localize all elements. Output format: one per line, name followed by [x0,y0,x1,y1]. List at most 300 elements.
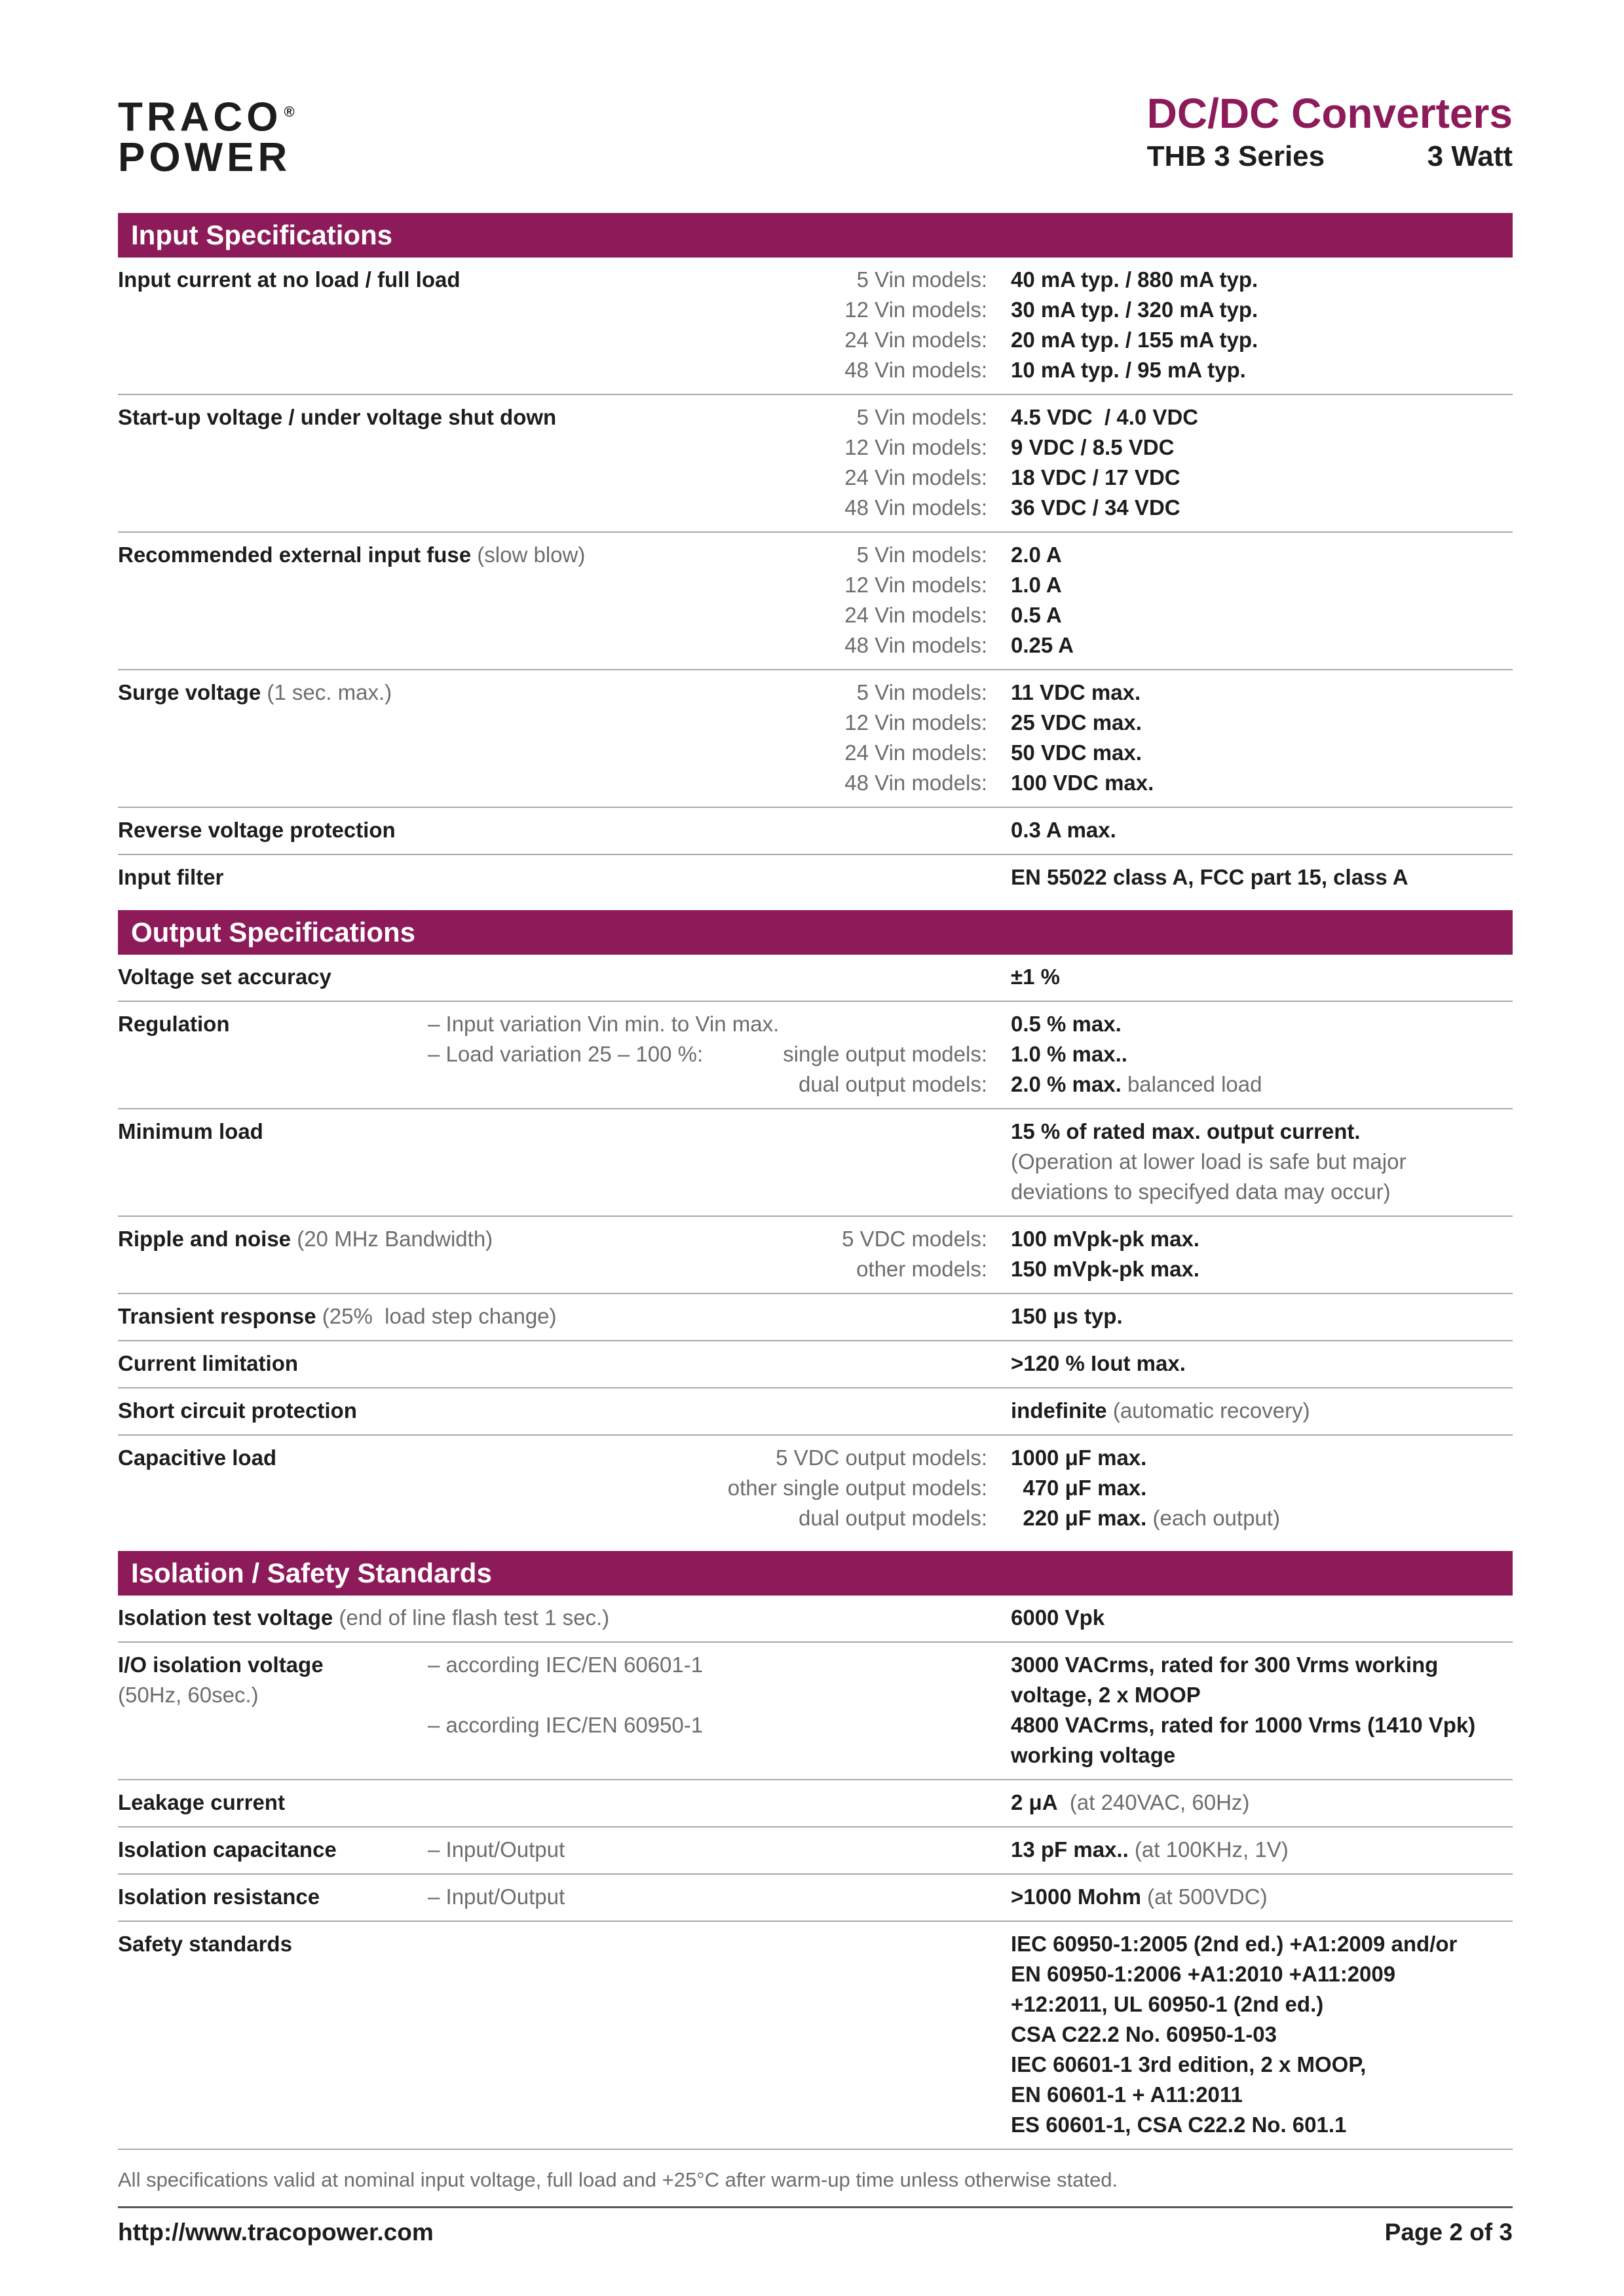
condition-cell [428,630,1011,660]
registered-trademark-icon: ® [284,104,295,120]
condition-cell [428,1254,1011,1284]
value-note: (each output) [1146,1505,1280,1530]
condition-cell [428,708,1011,738]
spec-row [118,1002,1513,1109]
row-lines [428,1603,1513,1633]
value-cell [1011,708,1513,738]
row-lines [428,962,1513,992]
condition-cell [428,678,1011,708]
value-text: 6000 Vpk [1011,1605,1105,1630]
spec-line [428,1788,1513,1818]
value-text: 1.0 A [1011,572,1062,597]
param-cell [118,1117,428,1207]
value-note: (automatic recovery) [1106,1398,1310,1423]
value-cell [1011,2019,1513,2050]
condition-cell [428,815,1011,845]
param-cell [118,1443,428,1533]
param-cell [118,402,557,523]
row-lines [428,1882,1513,1912]
value-text: 100 mVpk-pk max. [1011,1226,1199,1251]
row-lines [428,1224,1513,1284]
condition-cell [428,1473,1011,1503]
logo-word-power: POWER [118,134,292,180]
model-label: 5 Vin models: [856,679,987,704]
row-lines [428,1835,1513,1865]
value-cell [1011,1710,1513,1740]
value-cell [1011,1254,1513,1284]
condition-cell [428,1959,1011,1989]
spec-line [428,355,1513,385]
param-cell [118,1835,428,1865]
spec-line [428,1882,1513,1912]
value-text: EN 60950-1:2006 +A1:2010 +A11:2009 [1011,1961,1396,1986]
value-text: 220 μF max. [1011,1505,1147,1530]
row-lines [428,1788,1513,1818]
row-lines [428,1349,1513,1379]
param-text: Minimum load [118,1119,263,1143]
doc-subtitle [1147,140,1513,173]
condition-cell [428,1009,1011,1039]
spec-row [118,258,1513,395]
value-text: 470 μF max. [1011,1475,1147,1500]
condition-cell [428,1882,1011,1912]
condition-cell [428,355,1011,385]
value-note: (Operation at lower load is safe but major [1011,1149,1407,1174]
row-lines [428,862,1513,892]
param-text: Input filter [118,864,224,889]
value-note: balanced load [1121,1071,1262,1096]
value-text: 2 μA [1011,1789,1058,1814]
spec-row [118,808,1513,855]
param-note: (1 sec. max.) [261,679,392,704]
param-cell [118,1882,428,1912]
value-cell [1011,738,1513,768]
condition-cell [428,962,1011,992]
value-text: indefinite [1011,1398,1107,1423]
value-text: 25 VDC max. [1011,710,1142,735]
param-line [118,1009,428,1039]
value-text: 0.5 % max. [1011,1011,1122,1036]
spec-line [428,1224,1513,1254]
model-label: dual output models: [798,1071,987,1096]
condition-cell [428,265,1011,295]
param-text: Current limitation [118,1350,299,1375]
spec-line [428,600,1513,630]
condition-cell [428,1680,1011,1710]
value-cell [1011,295,1513,325]
value-cell [1011,1224,1513,1254]
param-text: Recommended external input fuse [118,542,472,567]
spec-line [428,1473,1513,1503]
value-cell [1011,402,1513,432]
param-cell [118,962,428,992]
value-cell [1011,265,1513,295]
param-line [118,1929,428,1959]
param-cell [118,265,461,385]
condition-cell [428,1147,1011,1177]
spec-line [428,1301,1513,1331]
value-note: (at 240VAC, 60Hz) [1057,1789,1250,1814]
row-lines [428,402,1513,523]
value-cell [1011,768,1513,798]
value-text: 20 mA typ. / 155 mA typ. [1011,327,1258,352]
spec-line [428,1710,1513,1740]
value-cell [1011,1882,1513,1912]
spec-line [428,1503,1513,1533]
row-lines [428,1929,1513,2140]
value-text: 2.0 A [1011,542,1062,567]
condition-cell [428,540,1011,570]
spec-line [428,1117,1513,1147]
value-text: 10 mA typ. / 95 mA typ. [1011,357,1246,382]
condition-cell [428,1069,1011,1100]
spec-line [428,1396,1513,1426]
value-text: ES 60601-1, CSA C22.2 No. 601.1 [1011,2112,1347,2137]
value-cell [1011,678,1513,708]
value-text: 0.3 A max. [1011,817,1116,842]
param-text: Surge voltage [118,679,261,704]
condition-cell [428,1989,1011,2019]
param-cell [118,1929,428,2140]
param-text: I/O isolation voltage [118,1652,324,1677]
value-cell [1011,1959,1513,1989]
value-cell [1011,1929,1513,1959]
spec-line [428,630,1513,660]
value-cell [1011,2110,1513,2140]
value-text: voltage, 2 x MOOP [1011,1682,1201,1707]
spec-row [118,1875,1513,1922]
spec-line [428,325,1513,355]
section-header: Isolation / Safety Standards [118,1551,1513,1596]
spec-line [428,1177,1513,1207]
condition-cell [428,1396,1011,1426]
value-cell [1011,1650,1513,1680]
value-cell [1011,1989,1513,2019]
spec-line [428,1603,1513,1633]
value-text: 2.0 % max. [1011,1071,1122,1096]
param-line [118,1117,428,1147]
logo-word-traco: TRACO ® [118,94,295,140]
value-cell [1011,463,1513,493]
condition-cell [428,402,1011,432]
value-cell [1011,355,1513,385]
condition-cell [428,1740,1011,1770]
spec-line [428,1650,1513,1680]
param-text: Input current at no load / full load [118,267,461,292]
value-text: 1.0 % max.. [1011,1041,1127,1066]
value-text: 36 VDC / 34 VDC [1011,495,1180,520]
param-text: Isolation resistance [118,1884,320,1909]
spec-line [428,2080,1513,2110]
spec-row [118,670,1513,808]
value-cell [1011,1147,1513,1177]
value-cell [1011,815,1513,845]
value-text: EN 55022 class A, FCC part 15, class A [1011,864,1408,889]
param-note: (50Hz, 60sec.) [118,1682,259,1707]
row-lines [428,1396,1513,1426]
spec-line [428,1989,1513,2019]
spec-line [428,1443,1513,1473]
param-text: Reverse voltage protection [118,817,396,842]
spec-row [118,955,1513,1002]
value-text: 18 VDC / 17 VDC [1011,465,1180,489]
condition-cell [428,2050,1011,2080]
spec-line [428,862,1513,892]
value-text: 30 mA typ. / 320 mA typ. [1011,297,1258,322]
spec-row [118,1827,1513,1875]
param-cell [118,1349,428,1379]
value-text: 4800 VACrms, rated for 1000 Vrms (1410 Vpk) [1011,1712,1476,1737]
page-footer [118,2206,1513,2246]
condition-cell [428,432,1011,463]
spec-row [118,395,1513,533]
value-text: 100 VDC max. [1011,770,1154,795]
value-text: 0.5 A [1011,602,1062,627]
value-text: EN 60601-1 + A11:2011 [1011,2082,1243,2107]
spec-line [428,493,1513,523]
value-cell [1011,2050,1513,2080]
spec-line [428,708,1513,738]
row-lines [428,1117,1513,1207]
value-cell [1011,540,1513,570]
param-text: Ripple and noise [118,1226,292,1251]
value-cell [1011,1039,1513,1069]
condition-cell [428,1650,1011,1680]
value-cell [1011,1177,1513,1207]
param-cell [118,1301,557,1331]
model-label: 24 Vin models: [844,465,987,489]
section-header: Input Specifications [118,213,1513,258]
footer-url[interactable]: http://www.tracopower.com [118,2218,434,2246]
value-text: 0.25 A [1011,632,1074,657]
spec-line [428,1069,1513,1100]
param-line [118,962,428,992]
condition-cell [428,570,1011,600]
spec-line [428,1147,1513,1177]
model-label: 24 Vin models: [844,327,987,352]
condition-cell [428,1788,1011,1818]
value-text: 3000 VACrms, rated for 300 Vrms working [1011,1652,1439,1677]
model-label: 5 Vin models: [856,267,987,292]
model-label: 5 Vin models: [856,404,987,429]
value-cell [1011,1069,1513,1100]
spec-section [118,910,1513,1542]
condition-label: – Input/Output [428,1837,565,1862]
param-cell [118,1650,428,1770]
param-line [118,1680,428,1710]
value-cell [1011,493,1513,523]
param-line [118,1882,428,1912]
param-text: Start-up voltage / under voltage shut down [118,404,557,429]
value-cell [1011,1009,1513,1039]
param-line [118,402,557,432]
param-line [118,540,586,570]
param-cell [118,1009,428,1100]
model-label: 24 Vin models: [844,740,987,765]
condition-cell [428,862,1011,892]
param-cell [118,1603,610,1633]
value-cell [1011,1680,1513,1710]
page-number: Page 2 of 3 [1384,2218,1513,2246]
param-text: Capacitive load [118,1445,277,1470]
spec-row [118,1217,1513,1294]
spec-line [428,2019,1513,2050]
model-label: 5 VDC output models: [776,1445,987,1470]
condition-cell [428,463,1011,493]
spec-line [428,815,1513,845]
row-lines [428,1443,1513,1533]
condition-cell [428,1929,1011,1959]
traco-power-logo [118,92,295,178]
condition-cell [428,1301,1011,1331]
spec-line [428,1254,1513,1284]
value-note: (at 100KHz, 1V) [1128,1837,1289,1862]
model-label: single output models: [783,1041,987,1066]
model-label: 24 Vin models: [844,602,987,627]
condition-cell [428,1177,1011,1207]
condition-cell [428,1349,1011,1379]
value-text: >120 % Iout max. [1011,1350,1186,1375]
value-text: 40 mA typ. / 880 mA typ. [1011,267,1258,292]
spec-section [118,1551,1513,2150]
value-text: 1000 μF max. [1011,1445,1147,1470]
spec-line [428,1039,1513,1069]
page-header [118,92,1513,178]
param-note: (25% load step change) [316,1303,557,1328]
spec-line [428,265,1513,295]
param-cell [118,1788,428,1818]
value-text: working voltage [1011,1742,1176,1767]
value-cell [1011,630,1513,660]
value-cell [1011,432,1513,463]
param-line [118,1349,428,1379]
condition-label: – according IEC/EN 60601-1 [428,1652,704,1677]
condition-label: – Load variation 25 – 100 %: [428,1041,704,1066]
model-label: other single output models: [727,1475,987,1500]
spec-row [118,1341,1513,1388]
model-label: 48 Vin models: [844,632,987,657]
value-cell [1011,1835,1513,1865]
title-block [1147,92,1513,173]
param-text: Voltage set accuracy [118,964,331,989]
param-line [118,1443,428,1473]
spec-row [118,1294,1513,1341]
spec-row [118,1596,1513,1643]
value-text: >1000 Mohm [1011,1884,1141,1909]
value-cell [1011,1301,1513,1331]
spec-row [118,1436,1513,1542]
spec-row [118,855,1513,901]
condition-cell [428,1117,1011,1147]
spec-line [428,1349,1513,1379]
param-line [118,1301,557,1331]
spec-line [428,540,1513,570]
condition-label: – according IEC/EN 60950-1 [428,1712,704,1737]
condition-cell [428,2110,1011,2140]
param-text: Safety standards [118,1931,292,1956]
row-lines [428,678,1513,798]
value-cell [1011,1443,1513,1473]
model-label: 48 Vin models: [844,495,987,520]
row-lines [428,1009,1513,1100]
spec-line [428,463,1513,493]
footer-note: All specifications valid at nominal input voltage, full load and +25°C after warm-up time unless otherwise stated. [118,2168,1118,2191]
param-text: Leakage current [118,1789,285,1814]
param-cell [118,1224,493,1284]
spec-line [428,1959,1513,1989]
model-label: 5 Vin models: [856,542,987,567]
value-cell [1011,2080,1513,2110]
model-label: dual output models: [798,1505,987,1530]
model-label: 5 VDC models: [842,1226,987,1251]
value-cell [1011,600,1513,630]
condition-label: – Input/Output [428,1884,565,1909]
spec-line [428,962,1513,992]
param-line [118,1224,493,1254]
spec-line [428,2050,1513,2080]
param-cell [118,540,586,660]
spec-line [428,1835,1513,1865]
param-line [118,815,428,845]
param-text: Short circuit protection [118,1398,357,1423]
param-line [118,1650,428,1680]
value-text: +12:2011, UL 60950-1 (2nd ed.) [1011,1991,1324,2016]
spec-line [428,1009,1513,1039]
param-text: Isolation capacitance [118,1837,337,1862]
condition-cell [428,1603,1011,1633]
value-text: CSA C22.2 No. 60950-1-03 [1011,2021,1277,2046]
model-label: 12 Vin models: [844,710,987,735]
value-text: IEC 60601-1 3rd edition, 2 x MOOP, [1011,2052,1367,2076]
condition-cell [428,295,1011,325]
condition-label: – Input variation Vin min. to Vin max. [428,1011,780,1036]
condition-cell [428,1443,1011,1473]
value-cell [1011,1503,1513,1533]
model-label: other models: [856,1256,987,1281]
value-cell [1011,962,1513,992]
value-text: 15 % of rated max. output current. [1011,1119,1361,1143]
spec-section [118,213,1513,901]
value-text: 13 pF max.. [1011,1837,1129,1862]
value-text: 9 VDC / 8.5 VDC [1011,434,1175,459]
value-cell [1011,862,1513,892]
value-text: 50 VDC max. [1011,740,1142,765]
spec-row [118,1780,1513,1827]
value-cell [1011,1603,1513,1633]
value-cell [1011,1740,1513,1770]
model-label: 48 Vin models: [844,357,987,382]
series-name: THB 3 Series [1146,140,1325,172]
model-label: 12 Vin models: [844,572,987,597]
condition-cell [428,493,1011,523]
row-lines [428,1301,1513,1331]
param-text: Transient response [118,1303,316,1328]
param-line [118,678,428,708]
row-lines [428,815,1513,845]
value-cell [1011,325,1513,355]
param-line [118,862,428,892]
param-cell [118,1396,428,1426]
spec-line [428,738,1513,768]
spec-row [118,1643,1513,1780]
model-label: 12 Vin models: [844,297,987,322]
watt-rating: 3 Watt [1427,140,1513,172]
spec-row [118,533,1513,670]
value-note: deviations to specifyed data may occur) [1011,1179,1391,1204]
param-text: Regulation [118,1011,230,1036]
param-line [118,1788,428,1818]
param-line [118,1835,428,1865]
